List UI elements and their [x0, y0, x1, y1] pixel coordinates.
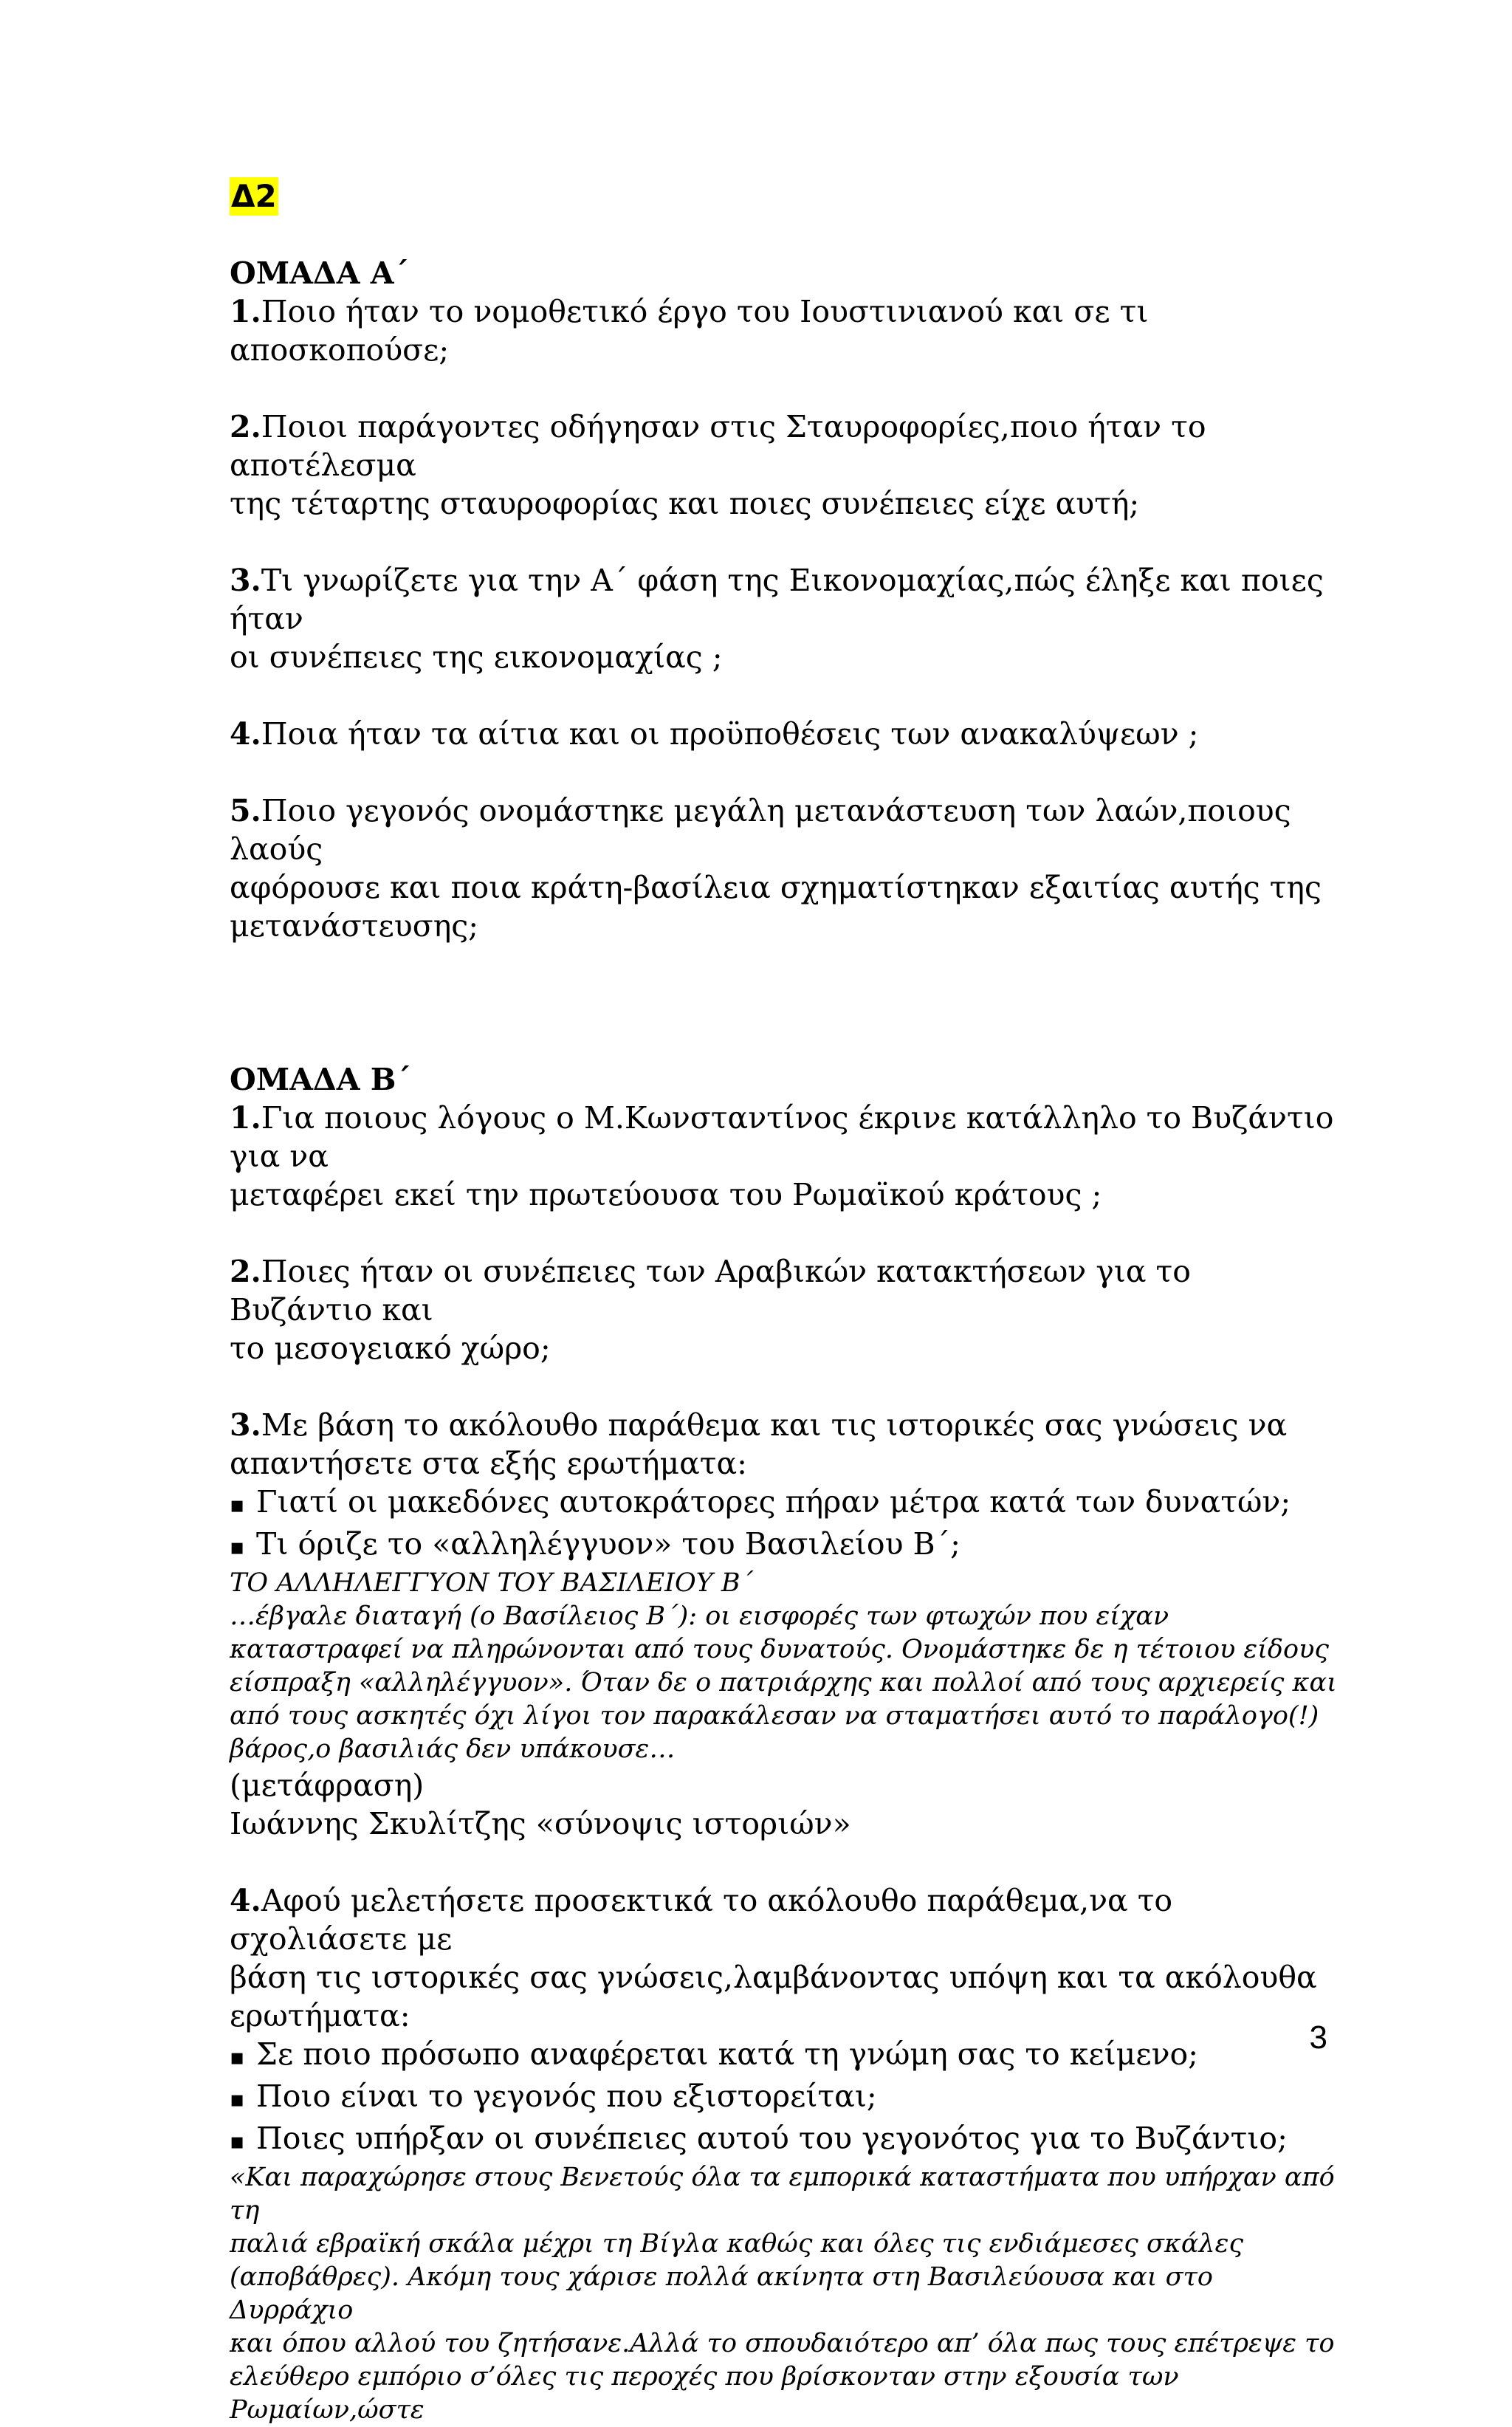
- quote-line: καταστραφεί να πληρώνονται από τους δυνατούς. Ονομάστηκε δε η τέτοιου είδους: [230, 1635, 1329, 1664]
- question-text: Ποιο ήταν το νομοθετικό έργο του Ιουστινιανού και σε τι αποσκοπούσε;: [230, 294, 1149, 368]
- question-number: 1.: [230, 1100, 261, 1136]
- question-text: Ποια ήταν τα αίτια και οι προϋποθέσεις των ανακαλύψεων ;: [261, 716, 1199, 752]
- translation-note: (μετάφραση): [230, 1768, 425, 1803]
- quote-line: …έβγαλε διαταγή (ο Βασίλειος Β΄): οι εισφορές των φτωχών που είχαν: [230, 1602, 1169, 1631]
- bullet-icon: ▪: [230, 2087, 245, 2112]
- question-number: 2.: [230, 1254, 261, 1289]
- bullet-item: [230, 1483, 1337, 1525]
- question-number: 3.: [230, 563, 261, 598]
- question-text-line: Τι γνωρίζετε για την Α΄ φάση της Εικονομαχίας,πώς έληξε και ποιες ήταν: [230, 563, 1324, 636]
- bullet-icon: ▪: [230, 1492, 245, 1518]
- group-b-question-3: [230, 1406, 1337, 1843]
- quote-line: και όπου αλλού του ζητήσανε.Αλλά το σπουδαιότερο απ’ όλα πως τους επέτρεψε το: [230, 2329, 1335, 2358]
- bullet-icon: ▪: [230, 2129, 245, 2155]
- question-number: 5.: [230, 793, 261, 828]
- quote-source: Ιωάννης Σκυλίτζης «σύνοψις ιστοριών»: [230, 1806, 851, 1841]
- group-a-question-1: [230, 292, 1337, 369]
- question-text-line: μεταφέρει εκεί την πρωτεύουσα του Ρωμαϊκού κράτους ;: [230, 1177, 1102, 1212]
- bullet-text: Γιατί οι μακεδόνες αυτοκράτορες πήραν μέτρα κατά των δυνατών;: [256, 1484, 1291, 1520]
- group-a-question-2: [230, 408, 1337, 523]
- group-b-title: ΟΜΑΔΑ Β΄: [230, 1062, 411, 1097]
- bullet-item: [230, 2119, 1337, 2161]
- group-b-question-1: [230, 1099, 1337, 1214]
- question-text-line: το μεσογειακό χώρο;: [230, 1331, 551, 1366]
- question-number: 4.: [230, 716, 261, 752]
- bullet-text: Ποιο είναι το γεγονός που εξιστορείται;: [256, 2078, 877, 2114]
- bullet-icon: ▪: [230, 1534, 245, 1560]
- heading-d2: Δ2: [231, 178, 277, 214]
- section-heading: [230, 177, 1337, 216]
- question-text-line: απαντήσετε στα εξής ερωτήματα:: [230, 1446, 747, 1481]
- quote-line: «Και παραχώρησε στους Βενετούς όλα τα εμπορικά καταστήματα που υπήρχαν από τη: [230, 2163, 1335, 2225]
- question-text-line: βάση τις ιστορικές σας γνώσεις,λαμβάνοντας υπόψη και τα ακόλουθα: [230, 1960, 1317, 1995]
- bullet-item: [230, 2077, 1337, 2119]
- question-text-line: ερωτήματα:: [230, 1998, 410, 2033]
- quote-title: ΤΟ ΑΛΛΗΛΕΓΓΥΟΝ ΤΟΥ ΒΑΣΙΛΕΙΟΥ Β΄: [230, 1568, 754, 1598]
- bullet-text: Τι όριζε το «αλληλέγγυον» του Βασιλείου Β΄;: [256, 1526, 961, 1562]
- question-text-line: οι συνέπειες της εικονομαχίας ;: [230, 639, 723, 675]
- bullet-text: Σε ποιο πρόσωπο αναφέρεται κατά τη γνώμη σας το κείμενο;: [256, 2036, 1198, 2072]
- quote-block: [230, 1567, 1337, 1766]
- group-a-question-4: [230, 715, 1337, 753]
- bullet-text: Ποιες υπήρξαν οι συνέπειες αυτού του γεγονότος για το Βυζάντιο;: [256, 2121, 1288, 2156]
- quote-line: από τους ασκητές όχι λίγοι τον παρακάλεσαν να σταματήσει αυτό το παράλογο(!): [230, 1701, 1319, 1731]
- bullet-item: [230, 1525, 1337, 1567]
- question-text-line: Με βάση το ακόλουθο παράθεμα και τις ιστορικές σας γνώσεις να: [261, 1407, 1288, 1443]
- question-text-line: Για ποιους λόγους ο Μ.Κωνσταντίνος έκρινε κατάλληλο το Βυζάντιο για να: [230, 1100, 1334, 1174]
- question-number: 2.: [230, 409, 261, 444]
- quote-block: [230, 2161, 1337, 2427]
- quote-line: βάρος,ο βασιλιάς δεν υπάκουσε…: [230, 1734, 676, 1764]
- group-a-question-5: [230, 792, 1337, 945]
- quote-line: είσπραξη «αλληλέγγυον». Όταν δε ο πατριάρχης και πολλοί από τους αρχιερείς και: [230, 1668, 1337, 1697]
- question-number: 1.: [230, 294, 261, 329]
- group-b-question-4: [230, 1881, 1337, 2427]
- question-text-line: Ποιο γεγονός ονομάστηκε μεγάλη μετανάστευση των λαών,ποιους λαούς: [230, 793, 1291, 867]
- bullet-item: [230, 2035, 1337, 2077]
- quote-line: παλιά εβραϊκή σκάλα μέχρι τη Βίγλα καθώς και όλες τις ενδιάμεσες σκάλες: [230, 2229, 1244, 2259]
- question-number: 3.: [230, 1407, 261, 1443]
- question-text-line: μετανάστευσης;: [230, 908, 479, 944]
- question-number: 4.: [230, 1883, 261, 1918]
- question-text-line: Ποιες ήταν οι συνέπειες των Αραβικών κατακτήσεων για το Βυζάντιο και: [230, 1254, 1191, 1328]
- bullet-icon: ▪: [230, 2045, 245, 2070]
- quote-line: (αποβάθρες). Ακόμη τους χάρισε πολλά ακίνητα στη Βασιλεύουσα και στο Δυρράχιο: [230, 2262, 1213, 2325]
- group-a-question-3: [230, 561, 1337, 676]
- page-content: [230, 177, 1337, 2427]
- group-a-title: ΟΜΑΔΑ Α΄: [230, 255, 410, 291]
- question-text-line: Ποιοι παράγοντες οδήγησαν στις Σταυροφορίες,ποιο ήταν το αποτέλεσμα: [230, 409, 1206, 483]
- quote-line: ελεύθερο εμπόριο σ’όλες τις περοχές που βρίσκονταν στην εξουσία των Ρωμαίων,ώστε: [230, 2362, 1179, 2425]
- question-text-line: αφόρουσε και ποια κράτη-βασίλεια σχηματίστηκαν εξαιτίας αυτής της: [230, 870, 1322, 905]
- group-b-question-2: [230, 1252, 1337, 1367]
- question-text-line: της τέταρτης σταυροφορίας και ποιες συνέπειες είχε αυτή;: [230, 486, 1140, 521]
- question-text-line: Αφού μελετήσετε προσεκτικά το ακόλουθο παράθεμα,να το σχολιάσετε με: [230, 1883, 1173, 1957]
- page-number: 3: [1309, 2019, 1327, 2056]
